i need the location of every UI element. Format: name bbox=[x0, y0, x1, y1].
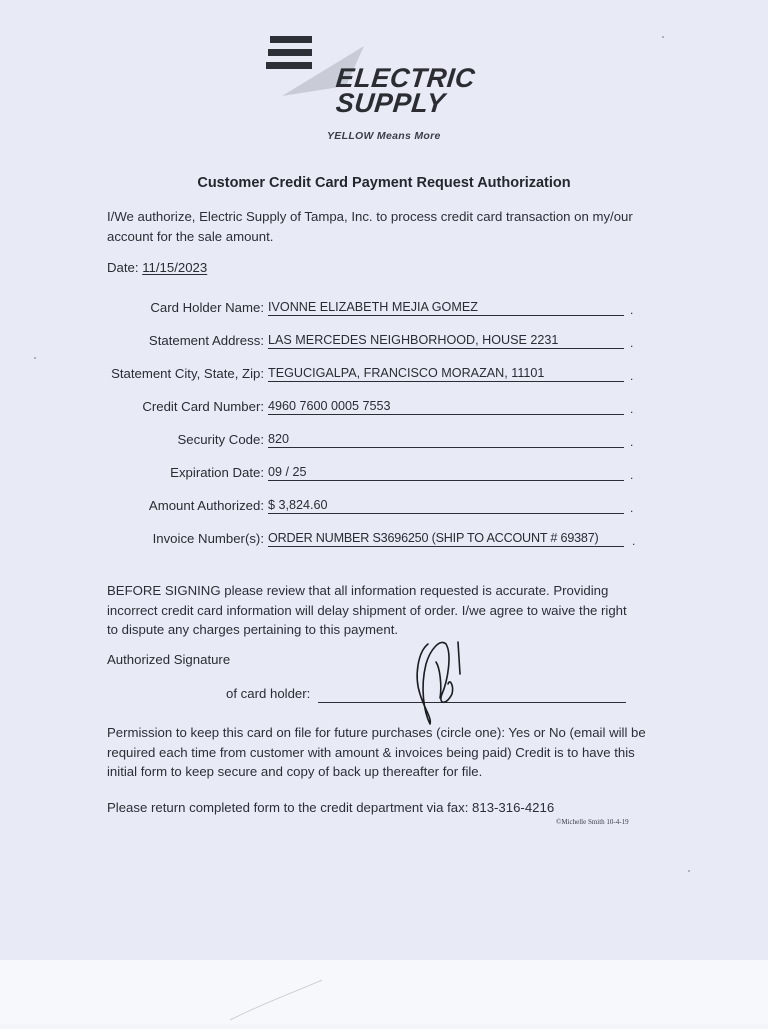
scan-speck bbox=[688, 870, 690, 872]
field-label: Security Code: bbox=[177, 432, 264, 447]
field-end-mark: . bbox=[630, 435, 634, 449]
field-amount-authorized bbox=[90, 498, 650, 518]
field-underline bbox=[268, 447, 624, 448]
logo-bar-3 bbox=[266, 62, 312, 69]
field-end-mark: . bbox=[632, 534, 636, 548]
scan-mark bbox=[0, 960, 768, 1024]
logo-line-1: ELECTRIC bbox=[334, 63, 477, 93]
field-underline bbox=[268, 546, 624, 547]
field-underline bbox=[268, 480, 624, 481]
scan-speck bbox=[34, 357, 36, 359]
handwritten-signature bbox=[406, 632, 476, 732]
logo-wordmark bbox=[334, 63, 477, 118]
field-card-holder-name bbox=[90, 300, 650, 320]
field-label: Statement City, State, Zip: bbox=[111, 366, 264, 381]
field-label: Statement Address: bbox=[148, 333, 264, 348]
return-note: Please return completed form to the credit department via fax: 813-316-4216 bbox=[107, 800, 555, 815]
field-statement-city-state-zip bbox=[90, 366, 650, 386]
field-underline bbox=[268, 315, 624, 316]
logo-bar-1 bbox=[270, 36, 312, 43]
logo-line-2: SUPPLY bbox=[334, 88, 447, 118]
field-credit-card-number bbox=[90, 399, 650, 419]
field-value: ORDER NUMBER S3696250 (SHIP TO ACCOUNT # 69387) bbox=[268, 531, 599, 545]
field-end-mark: . bbox=[630, 402, 634, 416]
date-value: 11/15/2023 bbox=[142, 260, 208, 275]
date-row bbox=[107, 260, 207, 275]
scan-speck bbox=[662, 36, 664, 38]
field-end-mark: . bbox=[630, 501, 634, 515]
field-security-code bbox=[90, 432, 650, 452]
field-underline bbox=[268, 414, 624, 415]
field-label: Credit Card Number: bbox=[142, 399, 264, 414]
field-label: Invoice Number(s): bbox=[152, 531, 264, 546]
date-label: Date: bbox=[107, 260, 139, 275]
field-value: $ 3,824.60 bbox=[268, 498, 328, 512]
field-value: 09 / 25 bbox=[268, 465, 307, 479]
intro-paragraph: I/We authorize, Electric Supply of Tampa, Inc. to process credit card transaction on my/our account for the sale amount. bbox=[107, 209, 633, 244]
field-expiration-date bbox=[90, 465, 650, 485]
page-title: Customer Credit Card Payment Request Authorization bbox=[197, 175, 571, 191]
field-end-mark: . bbox=[630, 468, 634, 482]
field-label: Expiration Date: bbox=[170, 465, 264, 480]
field-value: 4960 7600 0005 7553 bbox=[268, 399, 391, 413]
field-end-mark: . bbox=[630, 336, 634, 350]
field-statement-address bbox=[90, 333, 650, 353]
field-value: LAS MERCEDES NEIGHBORHOOD, HOUSE 2231 bbox=[268, 333, 559, 347]
field-end-mark: . bbox=[630, 303, 634, 317]
field-end-mark: . bbox=[630, 369, 634, 383]
field-invoice-numbers bbox=[90, 531, 650, 551]
field-underline bbox=[268, 381, 624, 382]
signature-label-cardholder: of card holder: bbox=[226, 686, 311, 701]
field-underline bbox=[268, 348, 624, 349]
warning-paragraph: BEFORE SIGNING please review that all information requested is accurate. Providing incorrect credit card information will delay shipment of order. I/we agree to waive the right to dispute any charges pertaining to this payment. bbox=[107, 583, 627, 637]
signature-label: Authorized Signature bbox=[107, 652, 231, 667]
scan-scratch bbox=[230, 980, 322, 1020]
field-value: IVONNE ELIZABETH MEJIA GOMEZ bbox=[268, 300, 478, 314]
logo-bar-2 bbox=[268, 49, 312, 56]
field-label: Card Holder Name: bbox=[150, 300, 264, 315]
field-value: TEGUCIGALPA, FRANCISCO MORAZAN, 11101 bbox=[268, 366, 545, 380]
field-underline bbox=[268, 513, 624, 514]
permission-paragraph: Permission to keep this card on file for future purchases (circle one): Yes or No (email will be required each time from customer with amount & invoices being paid) Credit is to have this initial form to keep secure and copy of back up thereafter for file. bbox=[107, 725, 646, 779]
field-value: 820 bbox=[268, 432, 290, 446]
scan-background bbox=[0, 960, 768, 1024]
copyright-footnote: ©Michelle Smith 10-4-19 bbox=[556, 818, 629, 826]
signature-stroke bbox=[417, 642, 460, 724]
field-label: Amount Authorized: bbox=[148, 498, 264, 513]
logo-tagline: YELLOW Means More bbox=[327, 130, 441, 142]
